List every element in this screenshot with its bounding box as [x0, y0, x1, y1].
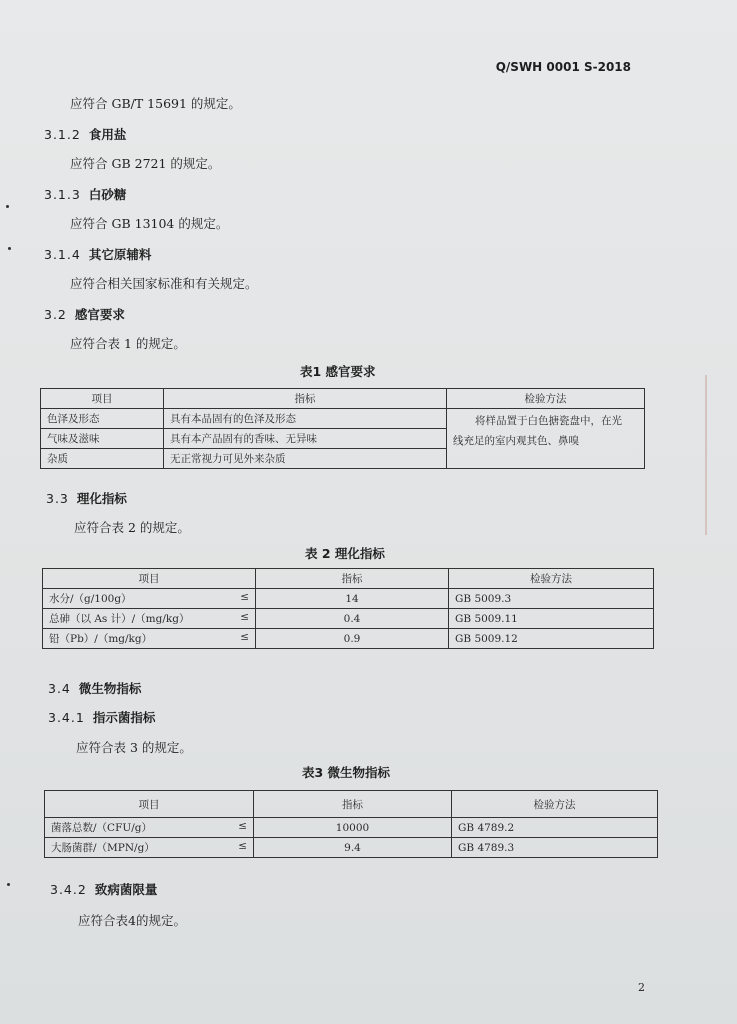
standard-code: Q/SWH 0001 S-2018: [495, 60, 631, 74]
section-title: 指示菌指标: [92, 710, 156, 725]
table-cell: 无正常视力可见外来杂质: [164, 449, 447, 469]
table-cell: [43, 609, 256, 629]
scan-speck: [6, 205, 9, 208]
less-equal-sign: ≤: [238, 820, 247, 832]
page-number: 2: [638, 981, 645, 994]
paragraph: 应符合表 1 的规定。: [70, 336, 186, 351]
scan-speck: [8, 247, 11, 250]
table-caption: 表3 微生物指标: [302, 765, 391, 780]
method-line: 将样品置于白色搪瓷盘中，在光: [475, 415, 622, 427]
column-header: 项目: [45, 791, 254, 818]
section-heading: [44, 185, 126, 203]
table-cell: 9.4: [254, 838, 452, 858]
table-cell: [43, 629, 256, 649]
less-equal-sign: ≤: [240, 591, 249, 603]
table-cell: GB 5009.3: [449, 589, 654, 609]
section-number: 3.3: [46, 491, 69, 506]
table-row: [45, 838, 658, 858]
section-number: 3.4.2: [50, 882, 87, 897]
table-header-row: [41, 389, 645, 409]
table-cell: GB 5009.12: [449, 629, 654, 649]
section-heading: [48, 679, 141, 697]
column-header: 项目: [41, 389, 164, 409]
column-header: 指标: [164, 389, 447, 409]
item-name: 大肠菌群/（MPN/g）: [51, 842, 155, 854]
table-cell: [45, 838, 254, 858]
section-title: 食用盐: [88, 127, 127, 142]
section-title: 其它原辅料: [88, 247, 152, 262]
section-number: 3.1.4: [44, 247, 81, 262]
method-cell: [447, 409, 645, 469]
section-heading: [46, 489, 127, 507]
paragraph: 应符合 GB 2721 的规定。: [70, 156, 221, 171]
stamp-mark: [705, 375, 737, 535]
section-heading: [48, 708, 155, 726]
sensory-table: [40, 388, 645, 469]
table-cell: 气味及滋味: [41, 429, 164, 449]
column-header: 指标: [254, 791, 452, 818]
less-equal-sign: ≤: [240, 631, 249, 643]
table-row: [41, 409, 645, 429]
item-name: 菌落总数/（CFU/g）: [51, 822, 152, 834]
table-cell: 杂质: [41, 449, 164, 469]
method-line: 线充足的室内观其色、鼻嗅: [453, 435, 579, 447]
table-row: [45, 818, 658, 838]
section-title: 白砂糖: [88, 187, 127, 202]
table-cell: 0.9: [256, 629, 449, 649]
physicochemical-table: [42, 568, 654, 649]
column-header: 检验方法: [449, 569, 654, 589]
paragraph: 应符合 GB/T 15691 的规定。: [70, 96, 241, 111]
scan-speck: [7, 883, 10, 886]
section-title: 微生物指标: [78, 681, 142, 696]
section-title: 理化指标: [76, 491, 127, 506]
paragraph: 应符合表 3 的规定。: [76, 740, 192, 755]
table-header-row: [45, 791, 658, 818]
item-name: 总砷（以 As 计）/（mg/kg）: [49, 613, 190, 625]
paragraph: 应符合表4的规定。: [78, 913, 186, 928]
table-row: [43, 589, 654, 609]
table-cell: 色泽及形态: [41, 409, 164, 429]
column-header: 项目: [43, 569, 256, 589]
table-cell: 0.4: [256, 609, 449, 629]
table-row: [43, 609, 654, 629]
table-cell: GB 4789.3: [452, 838, 658, 858]
column-header: 指标: [256, 569, 449, 589]
section-heading: [44, 245, 151, 263]
less-equal-sign: ≤: [240, 611, 249, 623]
table-cell: 14: [256, 589, 449, 609]
table-cell: GB 5009.11: [449, 609, 654, 629]
table-row: [43, 629, 654, 649]
section-title: 致病菌限量: [94, 882, 158, 897]
paragraph: 应符合 GB 13104 的规定。: [70, 216, 229, 231]
column-header: 检验方法: [452, 791, 658, 818]
section-number: 3.2: [44, 307, 67, 322]
section-number: 3.4.1: [48, 710, 85, 725]
item-name: 水分/（g/100g）: [49, 593, 132, 605]
table-cell: GB 4789.2: [452, 818, 658, 838]
table-cell: [43, 589, 256, 609]
section-number: 3.4: [48, 681, 71, 696]
table-caption: 表1 感官要求: [300, 364, 376, 379]
less-equal-sign: ≤: [238, 840, 247, 852]
item-name: 铅（Pb）/（mg/kg）: [49, 633, 153, 645]
table-caption: 表 2 理化指标: [305, 546, 385, 561]
table-cell: 10000: [254, 818, 452, 838]
section-heading: [44, 125, 126, 143]
section-heading: [50, 880, 157, 898]
column-header: 检验方法: [447, 389, 645, 409]
section-heading: [44, 305, 125, 323]
section-title: 感官要求: [74, 307, 125, 322]
paragraph: 应符合相关国家标准和有关规定。: [70, 276, 258, 291]
table-cell: 具有本产品固有的香味、无异味: [164, 429, 447, 449]
paragraph: 应符合表 2 的规定。: [74, 520, 190, 535]
microbial-table: [44, 790, 658, 858]
table-cell: 具有本品固有的色泽及形态: [164, 409, 447, 429]
section-number: 3.1.2: [44, 127, 81, 142]
section-number: 3.1.3: [44, 187, 81, 202]
table-header-row: [43, 569, 654, 589]
table-cell: [45, 818, 254, 838]
